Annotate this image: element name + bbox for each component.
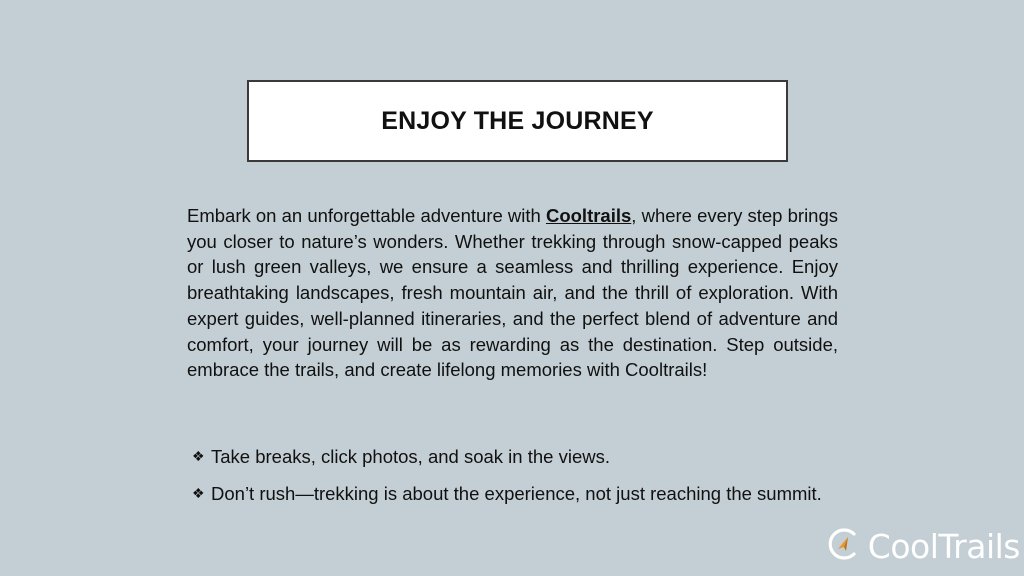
body-paragraph bbox=[187, 203, 838, 383]
compass-c-icon bbox=[824, 525, 862, 568]
paragraph-rest: , where every step brings you closer to nature’s wonders. Whether trekking through snow-capped peaks or lush green valleys, we ensure a seamless and thrilling experience. Enjoy breathtaking landscapes, fresh mountain air, and the thrill of exploration. With expert guides, well-planned itineraries, and the perfect blend of adventure and comfort, your journey will be as rewarding as the destination. Step outside, embrace the trails, and create lifelong memories with Cooltrails! bbox=[187, 205, 839, 381]
title-box bbox=[247, 80, 788, 162]
logo-text: CoolTrails bbox=[867, 527, 1020, 566]
diamond-bullet-icon: ❖ bbox=[192, 484, 205, 501]
bullet-text: Take breaks, click photos, and soak in the views. bbox=[211, 446, 610, 467]
paragraph-intro: Embark on an unforgettable adventure with bbox=[187, 205, 546, 226]
bullet-text: Don’t rush—trekking is about the experience, not just reaching the summit. bbox=[211, 482, 822, 504]
list-item bbox=[192, 444, 842, 470]
slide-title: ENJOY THE JOURNEY bbox=[381, 106, 654, 135]
brand-link[interactable]: Cooltrails bbox=[545, 205, 632, 226]
cooltrails-logo bbox=[824, 525, 1020, 568]
list-item bbox=[192, 481, 842, 507]
diamond-bullet-icon: ❖ bbox=[192, 448, 205, 464]
bullet-list bbox=[192, 444, 842, 517]
